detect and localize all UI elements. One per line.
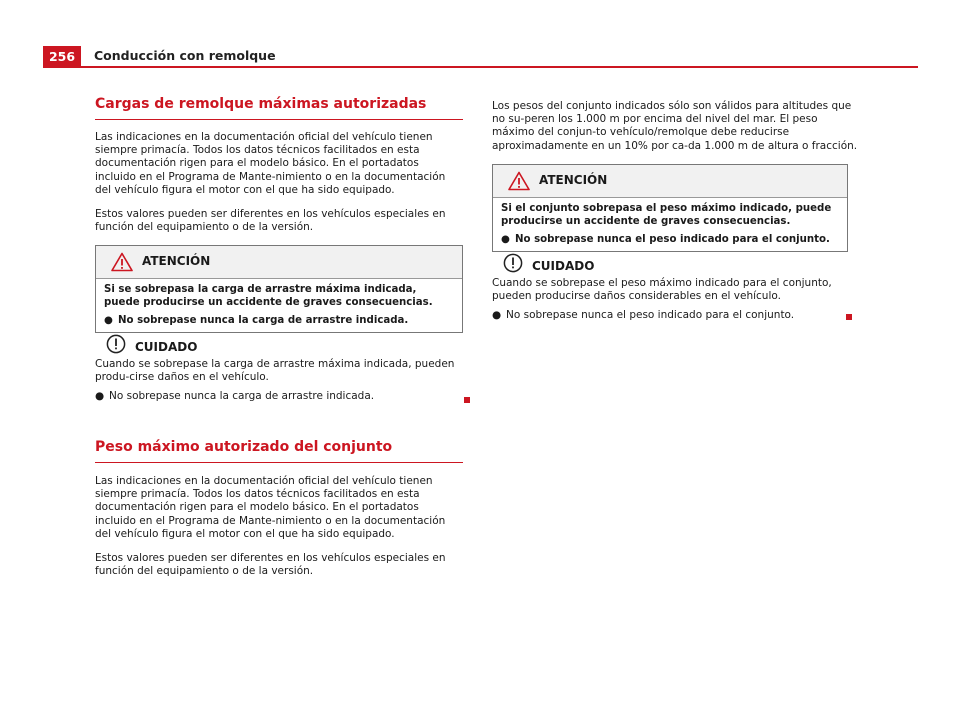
chapter-title: Conducción con remolque [94,48,276,63]
warning-box [95,245,463,333]
caution-header [95,333,463,355]
paragraph: Las indicaciones en la documentación oficial del vehículo tienen siempre primacía. Todos los datos técnicos facilitados en esta documentación rigen para el modelo básico. En el portadatos incluido en el Programa de Mante-nimiento o en la documentación del vehículo figura el motor con el que ha sido equipado. [95,131,446,196]
paragraph: Las indicaciones en la documentación oficial del vehículo tienen siempre primacía. Todos los datos técnicos facilitados en esta documentación rigen para el modelo básico. En el portadatos incluido en el Programa de Mante-nimiento o en la documentación del vehículo figura el motor con el que ha sido equipado. [95,475,446,540]
caution-header [492,252,860,274]
caution-bullet-text: No sobrepase nunca el peso indicado para el conjunto. [506,309,795,322]
section-rule [95,119,463,120]
caution-block [95,333,463,404]
warning-bullet-text: No sobrepase nunca la carga de arrastre indicada. [118,315,409,326]
caution-label: CUIDADO [532,259,595,274]
warning-bullet [501,233,839,246]
exclamation-circle-icon [106,334,126,354]
warning-triangle-icon [508,171,530,191]
warning-text: Si se sobrepasa la carga de arrastre máxima indicada, puede producirse un accidente de graves consecuencias. [104,284,433,308]
page-number: 256 [43,46,81,67]
warning-header [493,165,847,198]
caution-text: Cuando se sobrepase la carga de arrastre máxima indicada, pueden produ-cirse daños en el vehículo. [95,358,455,384]
section-title-max-combined-weight: Peso máximo autorizado del conjunto [95,439,393,455]
caution-bullet-text: No sobrepase nunca la carga de arrastre indicada. [109,390,375,403]
caution-text: Cuando se sobrepase el peso máximo indicado para el conjunto, pueden producirse daños considerables en el vehículo. [492,277,832,303]
warning-label: ATENCIÓN [539,173,608,188]
paragraph: Estos valores pueden ser diferentes en los vehículos especiales en función del equipamiento o de la versión. [95,208,446,234]
paragraph: Estos valores pueden ser diferentes en los vehículos especiales en función del equipamiento o de la versión. [95,552,446,578]
warning-bullet-text: No sobrepase nunca el peso indicado para el conjunto. [515,234,830,245]
caution-bullet [95,390,463,403]
warning-box [492,164,848,252]
section-end-mark [846,314,852,320]
header-rule [43,66,918,68]
section-title-max-trailer-loads: Cargas de remolque máximas autorizadas [95,96,427,112]
caution-label: CUIDADO [135,340,198,355]
bullet-dot: ● [95,390,105,403]
paragraph: Los pesos del conjunto indicados sólo son válidos para altitudes que no su-peren los 1.000 m por encima del nivel del mar. El peso máximo del conjun-to vehículo/remolque debe reducirse aproximadamente en un 10% por ca-da 1.000 m de altura o fracción. [492,100,858,152]
caution-bullet [492,309,860,322]
caution-block [492,252,860,323]
bullet-dot: ● [501,234,510,245]
warning-body [493,198,847,251]
section-rule [95,462,463,463]
section-end-mark [464,397,470,403]
warning-triangle-icon [111,252,133,272]
warning-text: Si el conjunto sobrepasa el peso máximo indicado, puede producirse un accidente de graves consecuencias. [501,203,832,227]
exclamation-circle-icon [503,253,523,273]
warning-label: ATENCIÓN [142,254,211,269]
bullet-dot: ● [492,309,502,322]
bullet-dot: ● [104,315,113,326]
warning-body [96,279,462,332]
warning-bullet [104,314,454,327]
warning-header [96,246,462,279]
